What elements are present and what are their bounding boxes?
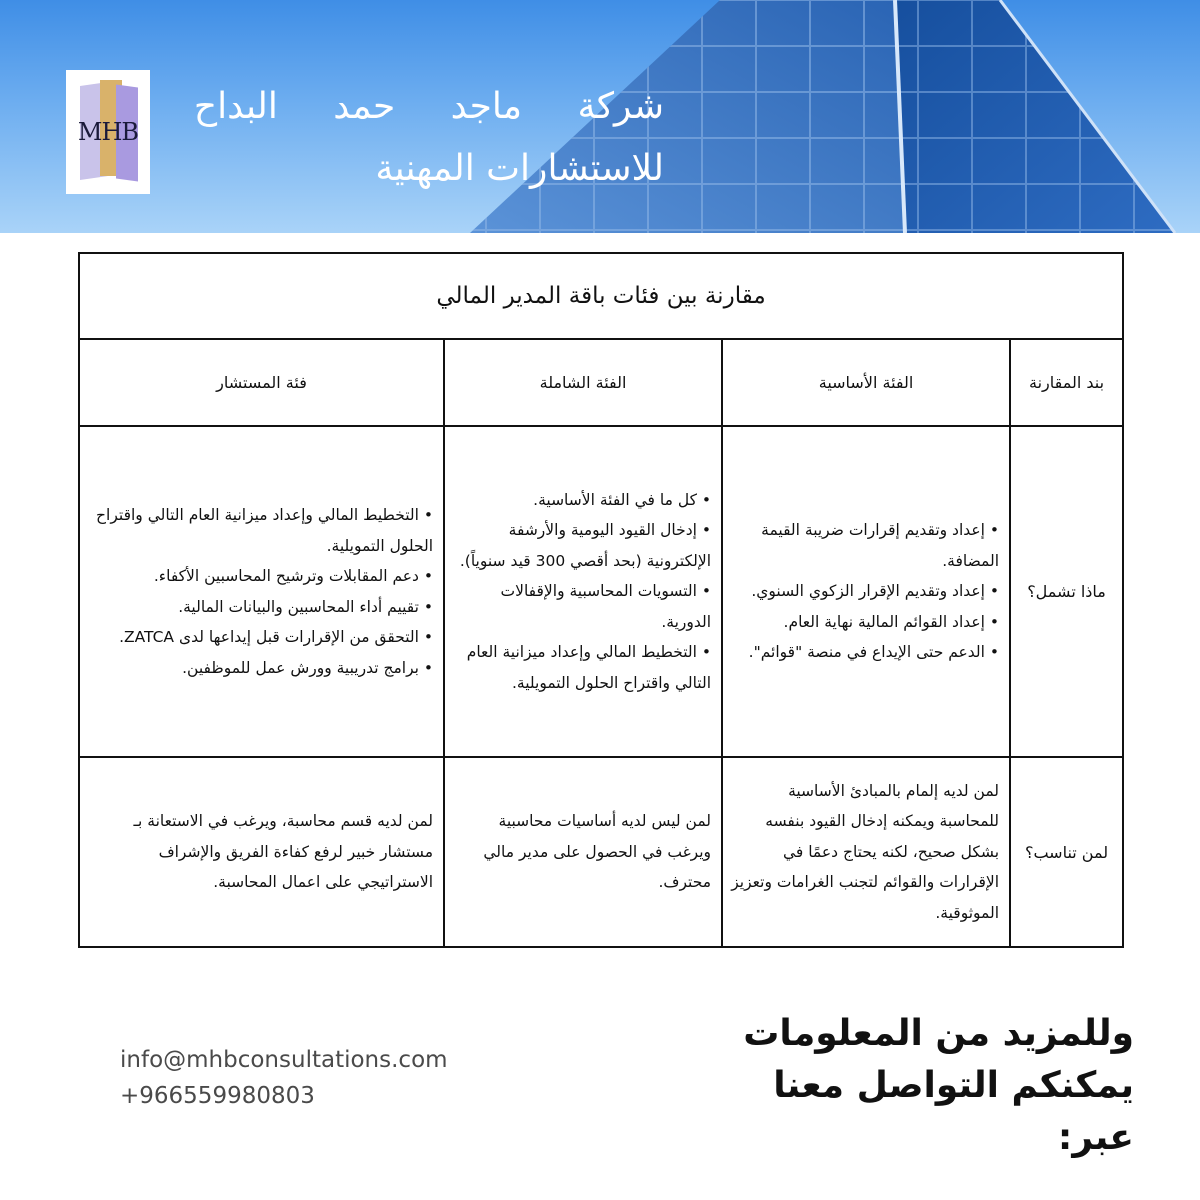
list-item: • التحقق من الإقرارات قبل إيداعها لدى ZATCA. <box>88 622 433 653</box>
list-item: • إدخال القيود اليومية والأرشفة الإلكترونية (بحد أقصي 300 قيد سنوياً). <box>453 515 711 576</box>
table-header-row <box>79 339 1123 426</box>
list-item: • برامج تدريبية وورش عمل للموظفين. <box>88 653 433 684</box>
row-label: ماذا تشمل؟ <box>1010 426 1123 757</box>
phone-number[interactable]: +966559980803 <box>120 1083 315 1109</box>
comparison-table <box>78 252 1124 948</box>
table-row <box>79 757 1123 947</box>
list-item: • إعداد القوائم المالية نهاية العام. <box>731 607 999 638</box>
column-header: الفئة الشاملة <box>444 339 722 426</box>
list-item: • إعداد وتقديم إقرارات ضريبة القيمة المضافة. <box>731 515 999 576</box>
advisor-audience-cell: لمن لديه قسم محاسبة، ويرغب في الاستعانة بـ مستشار خبير لرفع كفاءة الفريق والإشراف الاستراتيجي على اعمال المحاسبة. <box>79 757 444 947</box>
column-header: فئة المستشار <box>79 339 444 426</box>
email-link[interactable]: info@mhbconsultations.com <box>120 1047 448 1073</box>
list-item: • التسويات المحاسبية والإقفالات الدورية. <box>453 576 711 637</box>
basic-audience-cell: لمن لديه إلمام بالمبادئ الأساسية للمحاسبة ويمكنه إدخال القيود بنفسه بشكل صحيح، لكنه يحتاج دعمًا في الإقرارات والقوائم لتجنب الغرامات وتعزيز الموثوقية. <box>722 757 1010 947</box>
column-header: الفئة الأساسية <box>722 339 1010 426</box>
basic-features-cell <box>722 426 1010 757</box>
header-banner <box>0 0 1200 233</box>
list-item: • تقييم أداء المحاسبين والبيانات المالية. <box>88 592 433 623</box>
company-name-line2: للاستشارات المهنية <box>375 148 664 189</box>
comprehensive-features-cell <box>444 426 722 757</box>
list-item: • الدعم حتى الإيداع في منصة "قوائم". <box>731 637 999 668</box>
company-name-line1: شركة ماجد حمد البداح <box>193 86 664 127</box>
contact-call-to-action: وللمزيد من المعلومات يمكنكم التواصل معنا عبر: <box>743 1013 1134 1158</box>
company-name <box>64 76 664 200</box>
contact-info <box>120 1042 540 1114</box>
column-header: بند المقارنة <box>1010 339 1123 426</box>
list-item: • كل ما في الفئة الأساسية. <box>453 485 711 516</box>
comprehensive-audience-cell: لمن ليس لديه أساسيات محاسبية ويرغب في الحصول على مدير مالي محترف. <box>444 757 722 947</box>
table-row <box>79 426 1123 757</box>
advisor-features-cell <box>79 426 444 757</box>
list-item: • التخطيط المالي وإعداد ميزانية العام التالي واقتراح الحلول التمويلية. <box>453 637 711 698</box>
list-item: • التخطيط المالي وإعداد ميزانية العام التالي واقتراح الحلول التمويلية. <box>88 500 433 561</box>
logo-text: MHB <box>77 118 139 146</box>
list-item: • دعم المقابلات وترشيح المحاسبين الأكفاء. <box>88 561 433 592</box>
table-title: مقارنة بين فئات باقة المدير المالي <box>79 253 1123 339</box>
list-item: • إعداد وتقديم الإقرار الزكوي السنوي. <box>731 576 999 607</box>
table-title-row <box>79 253 1123 339</box>
row-label: لمن تناسب؟ <box>1010 757 1123 947</box>
